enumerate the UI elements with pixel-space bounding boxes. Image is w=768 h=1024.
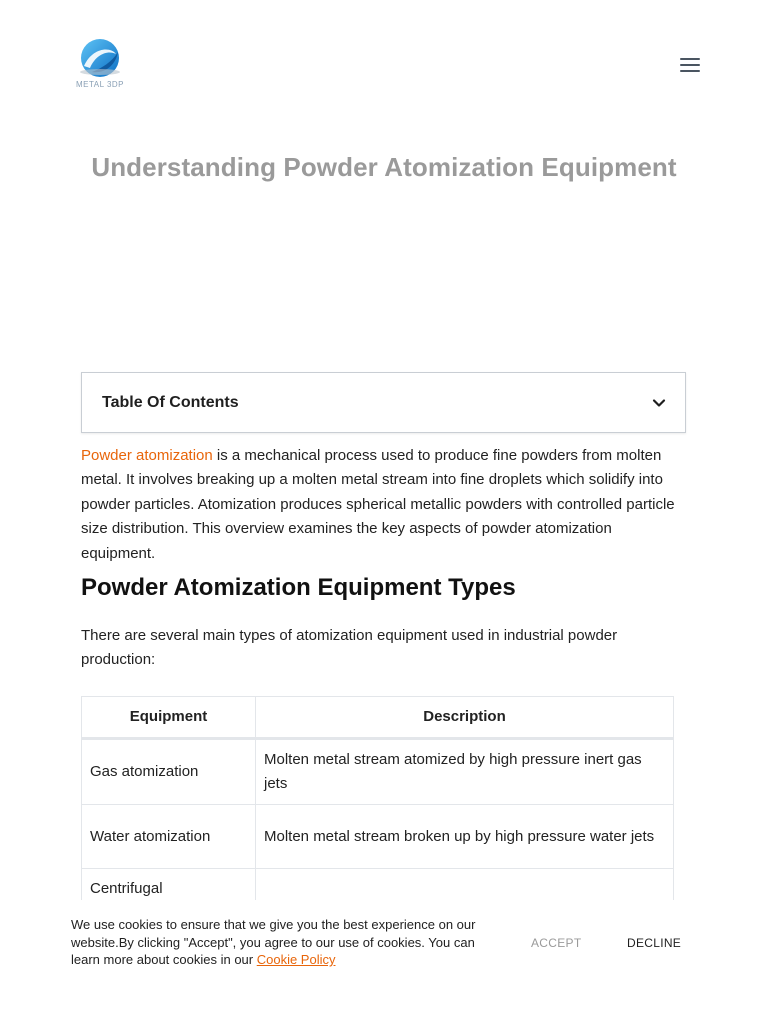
hamburger-menu-icon[interactable]: [680, 58, 700, 74]
table-header-equipment: Equipment: [82, 697, 256, 739]
intro-text: is a mechanical process used to produce fine powders from molten metal. It involves breaking up a molten metal stream into fine droplets which solidify into powder particles. Atomization produces spherical metallic powders with controlled particle size distribution. This overview examines the key aspects of powder atomization equipment.: [81, 447, 675, 562]
page-title: Understanding Powder Atomization Equipment: [91, 152, 677, 182]
table-cell-equipment: Centrifugal: [82, 869, 256, 933]
section-heading: Powder Atomization Equipment Types: [81, 574, 516, 601]
site-header: [70, 38, 700, 94]
cookie-message: [71, 916, 501, 969]
table-row: [82, 805, 674, 869]
equipment-table-wrapper: [81, 696, 674, 906]
table-header-description: Description: [256, 697, 674, 739]
cookie-consent-bar: [0, 900, 768, 1024]
accept-button[interactable]: ACCEPT: [531, 936, 582, 950]
toc-label: Table Of Contents: [102, 394, 239, 411]
table-header-row: [82, 697, 674, 739]
section-paragraph: There are several main types of atomization equipment used in industrial powder production:: [81, 627, 618, 669]
logo[interactable]: [70, 38, 130, 94]
logo-icon: [70, 38, 130, 82]
equipment-table: [81, 696, 674, 933]
table-cell-equipment: Water atomization: [82, 805, 256, 869]
chevron-down-icon[interactable]: [651, 395, 667, 411]
intro-paragraph: [81, 444, 688, 566]
cookie-policy-link[interactable]: Cookie Policy: [256, 952, 336, 967]
table-cell-description: Molten metal stream broken up by high pressure water jets: [256, 805, 674, 869]
logo-text: METAL 3DP: [75, 80, 125, 89]
powder-atomization-link[interactable]: Powder atomization: [81, 447, 213, 464]
table-of-contents-toggle[interactable]: [81, 372, 686, 433]
table-row: [82, 739, 674, 805]
table-cell-equipment: Gas atomization: [82, 739, 256, 805]
cookie-message-text: We use cookies to ensure that we give you the best experience on our website.By clicking "Accept", you agree to our use of cookies. You can learn more about cookies in our: [71, 917, 476, 967]
table-cell-description: Molten metal stream atomized by high pressure inert gas jets: [256, 739, 674, 805]
decline-button[interactable]: DECLINE: [627, 936, 682, 950]
